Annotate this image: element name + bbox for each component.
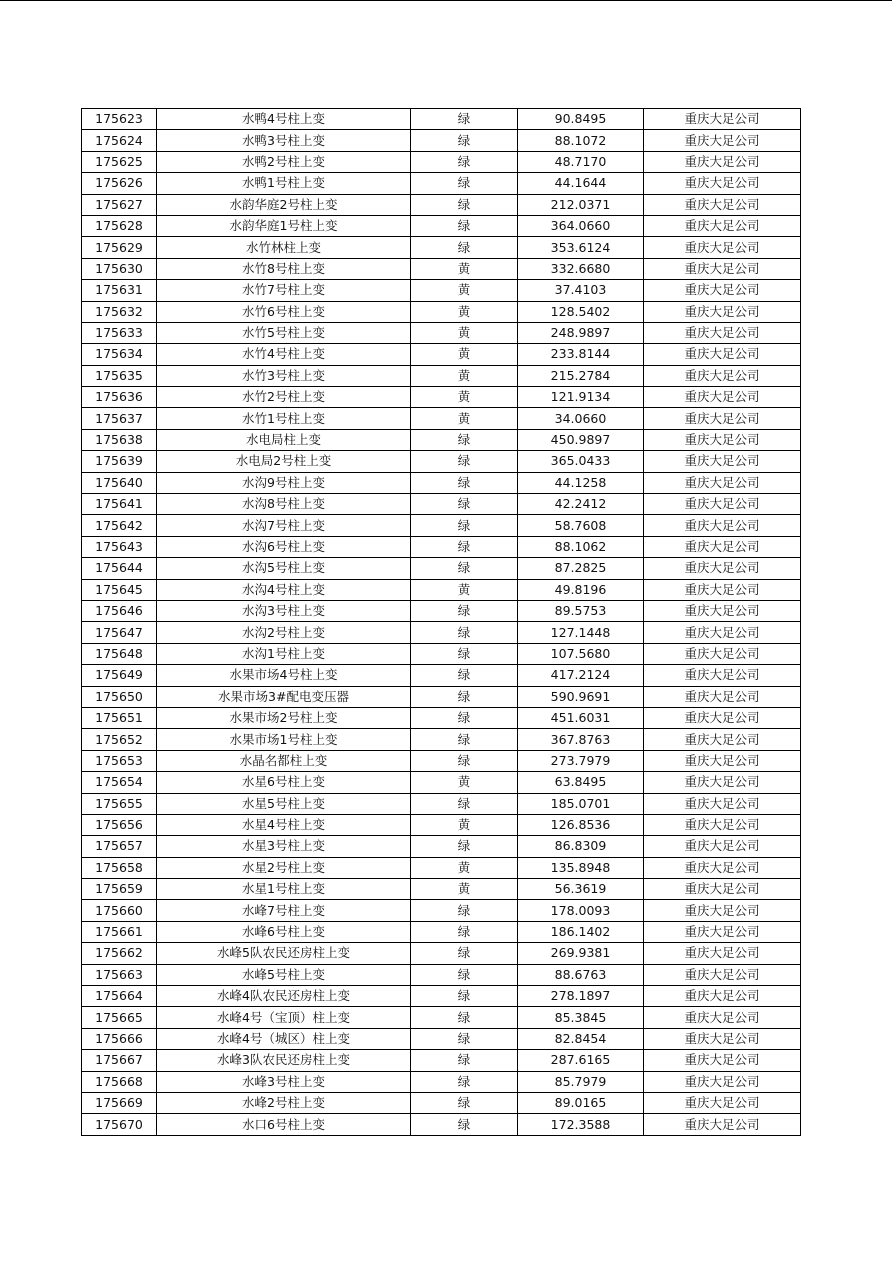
table-row: [82, 1028, 801, 1049]
status-color-cell: 绿: [411, 1092, 518, 1113]
row-id-cell: 175644: [82, 558, 157, 579]
table-row: [82, 1092, 801, 1113]
value-cell: 82.8454: [518, 1028, 644, 1049]
transformer-name-cell: 水峰5队农民还房柱上变: [157, 943, 411, 964]
status-color-cell: 绿: [411, 622, 518, 643]
transformer-name-cell: 水竹8号柱上变: [157, 258, 411, 279]
table-row: [82, 729, 801, 750]
transformer-name-cell: 水沟1号柱上变: [157, 643, 411, 664]
table-row: [82, 943, 801, 964]
table-row: [82, 665, 801, 686]
value-cell: 121.9134: [518, 387, 644, 408]
transformer-name-cell: 水鸭1号柱上变: [157, 173, 411, 194]
table-row: [82, 921, 801, 942]
table-row: [82, 215, 801, 236]
company-cell: 重庆大足公司: [644, 814, 801, 835]
table-row: [82, 1007, 801, 1028]
transformer-name-cell: 水星3号柱上变: [157, 836, 411, 857]
status-color-cell: 绿: [411, 900, 518, 921]
company-cell: 重庆大足公司: [644, 1071, 801, 1092]
transformer-name-cell: 水鸭3号柱上变: [157, 130, 411, 151]
status-color-cell: 绿: [411, 750, 518, 771]
transformer-name-cell: 水果市场3#配电变压器: [157, 686, 411, 707]
status-color-cell: 绿: [411, 1114, 518, 1135]
transformer-name-cell: 水晶名都柱上变: [157, 750, 411, 771]
company-cell: 重庆大足公司: [644, 515, 801, 536]
row-id-cell: 175642: [82, 515, 157, 536]
table-row: [82, 579, 801, 600]
company-cell: 重庆大足公司: [644, 280, 801, 301]
value-cell: 367.8763: [518, 729, 644, 750]
status-color-cell: 绿: [411, 643, 518, 664]
table-row: [82, 472, 801, 493]
value-cell: 49.8196: [518, 579, 644, 600]
company-cell: 重庆大足公司: [644, 194, 801, 215]
table-row: [82, 622, 801, 643]
row-id-cell: 175645: [82, 579, 157, 600]
table-row: [82, 558, 801, 579]
value-cell: 85.7979: [518, 1071, 644, 1092]
table-row: [82, 1114, 801, 1135]
company-cell: 重庆大足公司: [644, 408, 801, 429]
value-cell: 417.2124: [518, 665, 644, 686]
table-row: [82, 964, 801, 985]
transformer-name-cell: 水星5号柱上变: [157, 793, 411, 814]
table-row: [82, 814, 801, 835]
table-row: [82, 173, 801, 194]
company-cell: 重庆大足公司: [644, 365, 801, 386]
value-cell: 278.1897: [518, 986, 644, 1007]
transformer-name-cell: 水星4号柱上变: [157, 814, 411, 835]
table-row: [82, 986, 801, 1007]
table-body: [82, 109, 801, 1136]
value-cell: 172.3588: [518, 1114, 644, 1135]
company-cell: 重庆大足公司: [644, 130, 801, 151]
company-cell: 重庆大足公司: [644, 1028, 801, 1049]
table-row: [82, 130, 801, 151]
value-cell: 590.9691: [518, 686, 644, 707]
company-cell: 重庆大足公司: [644, 322, 801, 343]
table-row: [82, 536, 801, 557]
company-cell: 重庆大足公司: [644, 600, 801, 621]
status-color-cell: 绿: [411, 836, 518, 857]
table-row: [82, 151, 801, 172]
row-id-cell: 175647: [82, 622, 157, 643]
table-row: [82, 750, 801, 771]
status-color-cell: 绿: [411, 515, 518, 536]
row-id-cell: 175623: [82, 109, 157, 130]
company-cell: 重庆大足公司: [644, 943, 801, 964]
status-color-cell: 黄: [411, 301, 518, 322]
row-id-cell: 175657: [82, 836, 157, 857]
row-id-cell: 175658: [82, 857, 157, 878]
transformer-name-cell: 水竹2号柱上变: [157, 387, 411, 408]
row-id-cell: 175628: [82, 215, 157, 236]
company-cell: 重庆大足公司: [644, 686, 801, 707]
status-color-cell: 黄: [411, 814, 518, 835]
value-cell: 88.1072: [518, 130, 644, 151]
value-cell: 128.5402: [518, 301, 644, 322]
value-cell: 451.6031: [518, 707, 644, 728]
table-row: [82, 387, 801, 408]
row-id-cell: 175665: [82, 1007, 157, 1028]
row-id-cell: 175624: [82, 130, 157, 151]
transformer-name-cell: 水电局柱上变: [157, 429, 411, 450]
table-row: [82, 707, 801, 728]
value-cell: 88.1062: [518, 536, 644, 557]
table-row: [82, 194, 801, 215]
value-cell: 88.6763: [518, 964, 644, 985]
value-cell: 269.9381: [518, 943, 644, 964]
transformer-name-cell: 水竹7号柱上变: [157, 280, 411, 301]
row-id-cell: 175661: [82, 921, 157, 942]
company-cell: 重庆大足公司: [644, 729, 801, 750]
transformer-name-cell: 水峰2号柱上变: [157, 1092, 411, 1113]
row-id-cell: 175633: [82, 322, 157, 343]
row-id-cell: 175650: [82, 686, 157, 707]
status-color-cell: 绿: [411, 472, 518, 493]
value-cell: 126.8536: [518, 814, 644, 835]
value-cell: 450.9897: [518, 429, 644, 450]
status-color-cell: 绿: [411, 494, 518, 515]
status-color-cell: 绿: [411, 921, 518, 942]
row-id-cell: 175637: [82, 408, 157, 429]
value-cell: 86.8309: [518, 836, 644, 857]
company-cell: 重庆大足公司: [644, 215, 801, 236]
status-color-cell: 绿: [411, 151, 518, 172]
row-id-cell: 175636: [82, 387, 157, 408]
status-color-cell: 绿: [411, 1028, 518, 1049]
status-color-cell: 绿: [411, 237, 518, 258]
value-cell: 185.0701: [518, 793, 644, 814]
company-cell: 重庆大足公司: [644, 836, 801, 857]
company-cell: 重庆大足公司: [644, 964, 801, 985]
status-color-cell: 绿: [411, 558, 518, 579]
table-row: [82, 900, 801, 921]
row-id-cell: 175659: [82, 879, 157, 900]
table-row: [82, 258, 801, 279]
value-cell: 56.3619: [518, 879, 644, 900]
status-color-cell: 黄: [411, 857, 518, 878]
status-color-cell: 绿: [411, 109, 518, 130]
table-row: [82, 836, 801, 857]
row-id-cell: 175627: [82, 194, 157, 215]
company-cell: 重庆大足公司: [644, 622, 801, 643]
status-color-cell: 黄: [411, 322, 518, 343]
value-cell: 87.2825: [518, 558, 644, 579]
transformer-name-cell: 水沟8号柱上变: [157, 494, 411, 515]
row-id-cell: 175643: [82, 536, 157, 557]
transformer-name-cell: 水峰3号柱上变: [157, 1071, 411, 1092]
row-id-cell: 175656: [82, 814, 157, 835]
status-color-cell: 黄: [411, 772, 518, 793]
value-cell: 48.7170: [518, 151, 644, 172]
table-row: [82, 451, 801, 472]
value-cell: 287.6165: [518, 1050, 644, 1071]
table-row: [82, 686, 801, 707]
row-id-cell: 175670: [82, 1114, 157, 1135]
company-cell: 重庆大足公司: [644, 387, 801, 408]
status-color-cell: 绿: [411, 194, 518, 215]
table-row: [82, 429, 801, 450]
company-cell: 重庆大足公司: [644, 472, 801, 493]
transformer-name-cell: 水鸭2号柱上变: [157, 151, 411, 172]
row-id-cell: 175634: [82, 344, 157, 365]
value-cell: 248.9897: [518, 322, 644, 343]
table-row: [82, 408, 801, 429]
value-cell: 85.3845: [518, 1007, 644, 1028]
row-id-cell: 175635: [82, 365, 157, 386]
row-id-cell: 175625: [82, 151, 157, 172]
table-row: [82, 643, 801, 664]
transformer-name-cell: 水沟6号柱上变: [157, 536, 411, 557]
value-cell: 212.0371: [518, 194, 644, 215]
row-id-cell: 175660: [82, 900, 157, 921]
row-id-cell: 175632: [82, 301, 157, 322]
transformer-name-cell: 水果市场2号柱上变: [157, 707, 411, 728]
company-cell: 重庆大足公司: [644, 258, 801, 279]
status-color-cell: 绿: [411, 173, 518, 194]
row-id-cell: 175646: [82, 600, 157, 621]
transformer-name-cell: 水峰4号（城区）柱上变: [157, 1028, 411, 1049]
company-cell: 重庆大足公司: [644, 579, 801, 600]
table-row: [82, 280, 801, 301]
status-color-cell: 黄: [411, 258, 518, 279]
transformer-name-cell: 水果市场1号柱上变: [157, 729, 411, 750]
row-id-cell: 175667: [82, 1050, 157, 1071]
value-cell: 107.5680: [518, 643, 644, 664]
value-cell: 233.8144: [518, 344, 644, 365]
company-cell: 重庆大足公司: [644, 1114, 801, 1135]
value-cell: 34.0660: [518, 408, 644, 429]
status-color-cell: 黄: [411, 280, 518, 301]
status-color-cell: 黄: [411, 365, 518, 386]
transformer-name-cell: 水峰6号柱上变: [157, 921, 411, 942]
row-id-cell: 175654: [82, 772, 157, 793]
status-color-cell: 黄: [411, 879, 518, 900]
value-cell: 178.0093: [518, 900, 644, 921]
transformer-name-cell: 水竹3号柱上变: [157, 365, 411, 386]
transformer-name-cell: 水竹5号柱上变: [157, 322, 411, 343]
row-id-cell: 175662: [82, 943, 157, 964]
company-cell: 重庆大足公司: [644, 429, 801, 450]
status-color-cell: 绿: [411, 429, 518, 450]
company-cell: 重庆大足公司: [644, 1050, 801, 1071]
value-cell: 37.4103: [518, 280, 644, 301]
company-cell: 重庆大足公司: [644, 494, 801, 515]
company-cell: 重庆大足公司: [644, 921, 801, 942]
value-cell: 332.6680: [518, 258, 644, 279]
transformer-name-cell: 水峰3队农民还房柱上变: [157, 1050, 411, 1071]
row-id-cell: 175666: [82, 1028, 157, 1049]
table-row: [82, 322, 801, 343]
transformer-name-cell: 水韵华庭2号柱上变: [157, 194, 411, 215]
status-color-cell: 绿: [411, 793, 518, 814]
company-cell: 重庆大足公司: [644, 772, 801, 793]
table-row: [82, 793, 801, 814]
transformer-name-cell: 水鸭4号柱上变: [157, 109, 411, 130]
company-cell: 重庆大足公司: [644, 643, 801, 664]
transformer-name-cell: 水星1号柱上变: [157, 879, 411, 900]
table-row: [82, 1071, 801, 1092]
table-row: [82, 301, 801, 322]
row-id-cell: 175638: [82, 429, 157, 450]
company-cell: 重庆大足公司: [644, 1007, 801, 1028]
transformer-name-cell: 水峰7号柱上变: [157, 900, 411, 921]
status-color-cell: 绿: [411, 130, 518, 151]
company-cell: 重庆大足公司: [644, 793, 801, 814]
status-color-cell: 绿: [411, 1007, 518, 1028]
value-cell: 89.0165: [518, 1092, 644, 1113]
transformer-name-cell: 水峰4号（宝顶）柱上变: [157, 1007, 411, 1028]
page-top-border: [0, 0, 892, 1]
row-id-cell: 175651: [82, 707, 157, 728]
row-id-cell: 175630: [82, 258, 157, 279]
company-cell: 重庆大足公司: [644, 750, 801, 771]
transformer-name-cell: 水竹6号柱上变: [157, 301, 411, 322]
status-color-cell: 绿: [411, 536, 518, 557]
row-id-cell: 175664: [82, 986, 157, 1007]
row-id-cell: 175649: [82, 665, 157, 686]
value-cell: 90.8495: [518, 109, 644, 130]
value-cell: 364.0660: [518, 215, 644, 236]
transformer-table: [81, 108, 801, 1136]
row-id-cell: 175631: [82, 280, 157, 301]
transformer-name-cell: 水星6号柱上变: [157, 772, 411, 793]
company-cell: 重庆大足公司: [644, 986, 801, 1007]
transformer-name-cell: 水果市场4号柱上变: [157, 665, 411, 686]
row-id-cell: 175652: [82, 729, 157, 750]
row-id-cell: 175641: [82, 494, 157, 515]
table-row: [82, 857, 801, 878]
row-id-cell: 175668: [82, 1071, 157, 1092]
table-row: [82, 494, 801, 515]
value-cell: 58.7608: [518, 515, 644, 536]
row-id-cell: 175663: [82, 964, 157, 985]
status-color-cell: 绿: [411, 943, 518, 964]
row-id-cell: 175640: [82, 472, 157, 493]
row-id-cell: 175639: [82, 451, 157, 472]
value-cell: 186.1402: [518, 921, 644, 942]
table-row: [82, 879, 801, 900]
status-color-cell: 黄: [411, 579, 518, 600]
status-color-cell: 绿: [411, 729, 518, 750]
value-cell: 215.2784: [518, 365, 644, 386]
company-cell: 重庆大足公司: [644, 707, 801, 728]
transformer-name-cell: 水峰5号柱上变: [157, 964, 411, 985]
value-cell: 353.6124: [518, 237, 644, 258]
status-color-cell: 绿: [411, 600, 518, 621]
status-color-cell: 绿: [411, 964, 518, 985]
status-color-cell: 绿: [411, 665, 518, 686]
transformer-name-cell: 水韵华庭1号柱上变: [157, 215, 411, 236]
value-cell: 44.1644: [518, 173, 644, 194]
company-cell: 重庆大足公司: [644, 1092, 801, 1113]
transformer-name-cell: 水沟2号柱上变: [157, 622, 411, 643]
status-color-cell: 绿: [411, 451, 518, 472]
transformer-name-cell: 水沟4号柱上变: [157, 579, 411, 600]
transformer-name-cell: 水沟5号柱上变: [157, 558, 411, 579]
transformer-name-cell: 水星2号柱上变: [157, 857, 411, 878]
value-cell: 365.0433: [518, 451, 644, 472]
status-color-cell: 绿: [411, 707, 518, 728]
status-color-cell: 黄: [411, 408, 518, 429]
transformer-name-cell: 水电局2号柱上变: [157, 451, 411, 472]
status-color-cell: 绿: [411, 686, 518, 707]
transformer-name-cell: 水口6号柱上变: [157, 1114, 411, 1135]
company-cell: 重庆大足公司: [644, 857, 801, 878]
company-cell: 重庆大足公司: [644, 151, 801, 172]
value-cell: 127.1448: [518, 622, 644, 643]
value-cell: 63.8495: [518, 772, 644, 793]
table-row: [82, 600, 801, 621]
value-cell: 44.1258: [518, 472, 644, 493]
status-color-cell: 绿: [411, 1050, 518, 1071]
row-id-cell: 175653: [82, 750, 157, 771]
table-row: [82, 109, 801, 130]
company-cell: 重庆大足公司: [644, 109, 801, 130]
value-cell: 135.8948: [518, 857, 644, 878]
transformer-name-cell: 水竹林柱上变: [157, 237, 411, 258]
company-cell: 重庆大足公司: [644, 536, 801, 557]
company-cell: 重庆大足公司: [644, 344, 801, 365]
value-cell: 273.7979: [518, 750, 644, 771]
company-cell: 重庆大足公司: [644, 451, 801, 472]
table-row: [82, 365, 801, 386]
transformer-name-cell: 水竹4号柱上变: [157, 344, 411, 365]
company-cell: 重庆大足公司: [644, 900, 801, 921]
table-row: [82, 344, 801, 365]
value-cell: 89.5753: [518, 600, 644, 621]
table-row: [82, 515, 801, 536]
company-cell: 重庆大足公司: [644, 237, 801, 258]
row-id-cell: 175669: [82, 1092, 157, 1113]
transformer-name-cell: 水峰4队农民还房柱上变: [157, 986, 411, 1007]
company-cell: 重庆大足公司: [644, 173, 801, 194]
company-cell: 重庆大足公司: [644, 558, 801, 579]
row-id-cell: 175626: [82, 173, 157, 194]
status-color-cell: 绿: [411, 986, 518, 1007]
value-cell: 42.2412: [518, 494, 644, 515]
status-color-cell: 绿: [411, 1071, 518, 1092]
table-row: [82, 237, 801, 258]
row-id-cell: 175629: [82, 237, 157, 258]
company-cell: 重庆大足公司: [644, 301, 801, 322]
transformer-name-cell: 水沟9号柱上变: [157, 472, 411, 493]
transformer-name-cell: 水沟7号柱上变: [157, 515, 411, 536]
status-color-cell: 黄: [411, 387, 518, 408]
table-row: [82, 772, 801, 793]
status-color-cell: 黄: [411, 344, 518, 365]
company-cell: 重庆大足公司: [644, 879, 801, 900]
transformer-name-cell: 水竹1号柱上变: [157, 408, 411, 429]
table-row: [82, 1050, 801, 1071]
transformer-name-cell: 水沟3号柱上变: [157, 600, 411, 621]
company-cell: 重庆大足公司: [644, 665, 801, 686]
row-id-cell: 175655: [82, 793, 157, 814]
status-color-cell: 绿: [411, 215, 518, 236]
row-id-cell: 175648: [82, 643, 157, 664]
